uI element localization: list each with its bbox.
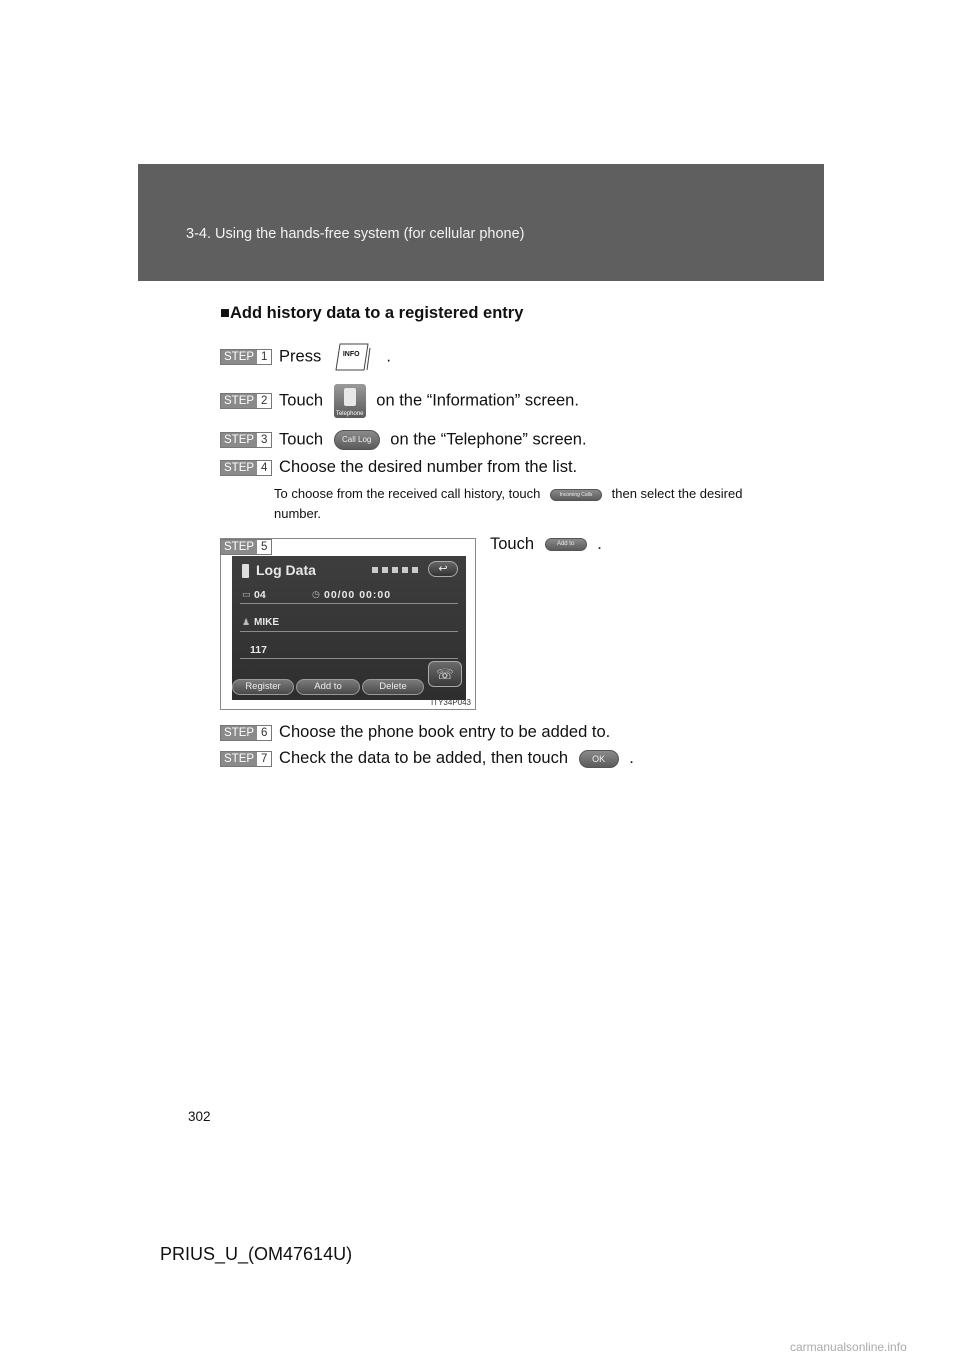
person-icon: ♟	[242, 617, 251, 627]
step-badge: STEP 3	[220, 432, 272, 448]
section-title: ■Add history data to a registered entry	[220, 304, 524, 322]
step-4: STEP 4 Choose the desired number from the list.	[220, 458, 577, 477]
note-text: To choose from the received call history, touch Incoming Calls then select the desired number.	[274, 486, 743, 521]
figure-code: ITY34P043	[430, 698, 471, 707]
phone-small-icon	[242, 564, 249, 578]
step-badge: STEP 4	[220, 460, 272, 476]
info-button-icon: INFO	[334, 342, 374, 372]
chapter-header	[138, 164, 824, 281]
step-badge: STEP 5	[220, 539, 272, 555]
chapter-title: 3-4. Using the hands-free system (for cellular phone)	[186, 226, 525, 242]
page-number: 302	[188, 1109, 211, 1124]
clock-icon: ◷	[312, 589, 320, 599]
step-6: STEP 6 Choose the phone book entry to be added to.	[220, 723, 610, 742]
step-2: STEP 2 Touch Telephone on the “Information” screen.	[220, 384, 579, 418]
telephone-icon: Telephone	[334, 384, 366, 418]
step-3: STEP 3 Touch Call Log on the “Telephone” screen.	[220, 430, 587, 450]
step-5: Touch Add to .	[490, 535, 602, 554]
incoming-calls-button-icon: Incoming Calls	[550, 489, 602, 501]
model-code: PRIUS_U_(OM47614U)	[160, 1244, 353, 1264]
step-badge: STEP 1	[220, 349, 272, 365]
step-badge: STEP 7	[220, 751, 272, 767]
delete-button[interactable]: Delete	[362, 679, 424, 695]
log-data-screen: Log Data ↩ ▭ 04 ◷ 00/00 00:00 ♟ MIKE 117 Register Add to Delete ☏	[232, 556, 466, 700]
back-icon: ↩	[428, 561, 458, 577]
step-1: STEP 1 Press INFO .	[220, 342, 391, 372]
ok-button-icon: OK	[579, 750, 619, 768]
screenshot-panel	[220, 538, 476, 710]
history-icon: ▭	[242, 589, 251, 599]
screen-title: Log Data	[256, 562, 316, 578]
step-badge: STEP 2	[220, 393, 272, 409]
step-7: STEP 7 Check the data to be added, then touch OK .	[220, 749, 634, 768]
watermark: carmanualsonline.info	[790, 1340, 907, 1354]
step-badge: STEP 6	[220, 725, 272, 741]
status-icons	[372, 567, 420, 573]
call-button[interactable]: ☏	[428, 661, 462, 687]
add-to-button[interactable]: Add to	[296, 679, 360, 695]
add-to-button-icon: Add to	[545, 538, 587, 551]
call-log-button-icon: Call Log	[334, 430, 380, 450]
register-button[interactable]: Register	[232, 679, 294, 695]
